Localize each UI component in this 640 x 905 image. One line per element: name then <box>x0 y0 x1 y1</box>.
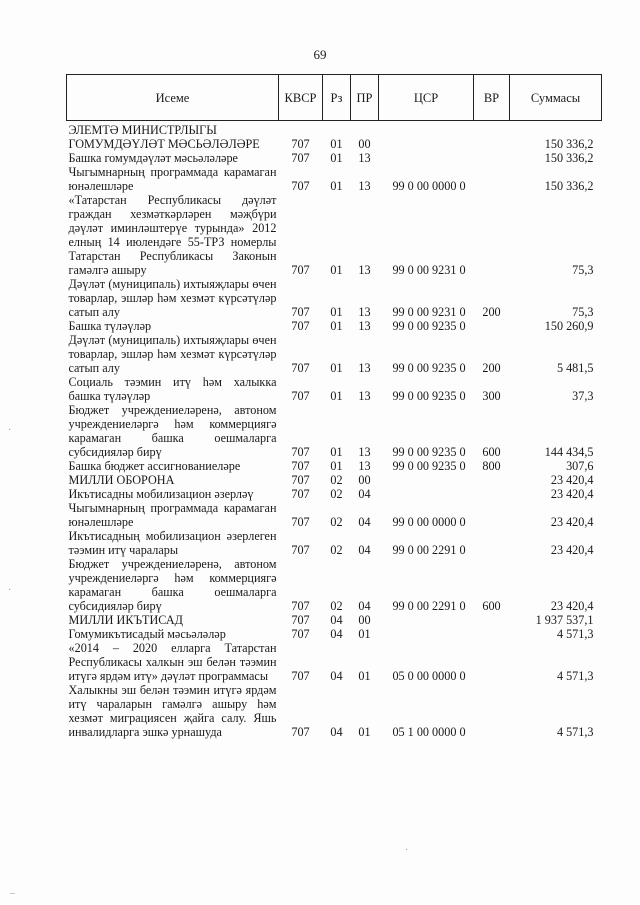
cell-rz: 02 <box>330 599 343 613</box>
table-row <box>67 683 602 739</box>
cell-pr: 00 <box>358 137 371 151</box>
cell-name: ГОМУМДӘҮЛӘТ МӘСЬӘЛӘЛӘРЕ <box>68 137 260 151</box>
cell-name: Башка түләүләр <box>68 319 152 333</box>
cell-name: «2014 – 2020 елларга Татарстан Республикасы халкын эш белән тәэмин итүгә ярдәм итү» дәүләт программасы <box>68 641 277 683</box>
margin-mark-2: · <box>8 585 12 596</box>
header-name: Исеме <box>67 75 279 121</box>
cell-pr: 13 <box>358 305 371 319</box>
cell-vr <box>474 137 510 151</box>
table-row <box>67 501 602 529</box>
cell-rz: 01 <box>330 179 343 193</box>
cell-vr <box>474 193 510 277</box>
cell-kvsr: 707 <box>291 179 310 193</box>
cell-name: Башка гомумдәүләт мәсьәләләре <box>68 151 238 165</box>
cell-sum: 150 336,2 <box>544 137 594 151</box>
table-row <box>67 151 602 165</box>
cell-sum: 23 420,4 <box>550 543 594 557</box>
cell-sum: 1 937 537,1 <box>535 613 594 627</box>
cell-kvsr: 707 <box>291 361 310 375</box>
cell-pr: 01 <box>358 725 371 739</box>
cell-rz: 01 <box>330 361 343 375</box>
cell-sum: 23 420,4 <box>550 473 594 487</box>
cell-name: «Татарстан Республикасы дәүләт граждан хезмәткәрләрен мәҗбүри дәүләт иминләштерүе турында» 2012 елның 14 июлендәге 55-ТРЗ номерлы Татарстан Республикасы Законын гамәлгә ашыру <box>68 193 277 277</box>
cell-name: Гомумикътисадый мәсьәләләр <box>68 627 226 641</box>
cell-vr <box>474 165 510 193</box>
cell-sum: 307,6 <box>566 459 594 473</box>
table-row <box>67 333 602 375</box>
cell-kvsr: 707 <box>291 389 310 403</box>
cell-name: Чыгымнарның программада карамаган юнәлешләре <box>68 165 277 193</box>
cell-kvsr: 707 <box>291 473 310 487</box>
cell-sum: 4 571,3 <box>556 669 594 683</box>
cell-kvsr <box>279 121 323 138</box>
cell-name: ЭЛЕМТӘ МИНИСТРЛЫГЫ <box>68 123 217 137</box>
table-row <box>67 193 602 277</box>
cell-csr <box>379 613 474 627</box>
cell-name: МИЛЛИ ИКЪТИСАД <box>68 613 183 627</box>
table-row <box>67 137 602 151</box>
cell-csr <box>379 473 474 487</box>
header-pr: ПР <box>351 75 379 121</box>
cell-vr: 600 <box>482 599 501 613</box>
cell-name: МИЛЛИ ОБОРОНА <box>68 473 175 487</box>
cell-name: Икътисадны мобилизацион әзерләү <box>68 487 254 501</box>
table-row <box>67 487 602 501</box>
cell-name: Чыгымнарның программада карамаган юнәлешләре <box>68 501 277 529</box>
cell-csr: 05 1 00 0000 0 <box>392 725 466 739</box>
cell-sum: 37,3 <box>572 389 594 403</box>
cell-name: Дәүләт (муниципаль) ихтыяҗлары өчен товарлар, эшләр һәм хезмәт күрсәтүләр сатып алу <box>68 277 277 319</box>
cell-vr <box>474 627 510 641</box>
cell-vr: 200 <box>482 361 501 375</box>
cell-sum: 23 420,4 <box>550 599 594 613</box>
cell-sum: 150 336,2 <box>544 179 594 193</box>
cell-rz: 01 <box>330 389 343 403</box>
cell-pr: 04 <box>358 515 371 529</box>
cell-vr: 600 <box>482 445 501 459</box>
cell-csr <box>379 487 474 501</box>
cell-kvsr: 707 <box>291 445 310 459</box>
cell-rz: 01 <box>330 137 343 151</box>
cell-csr <box>379 627 474 641</box>
table-row <box>67 277 602 319</box>
cell-name: Социаль тәэмин итү һәм халыкка башка түләүләр <box>68 375 277 403</box>
cell-rz: 01 <box>330 445 343 459</box>
cell-kvsr: 707 <box>291 151 310 165</box>
table-row <box>67 613 602 627</box>
cell-kvsr: 707 <box>291 627 310 641</box>
table-row <box>67 403 602 459</box>
cell-kvsr: 707 <box>291 725 310 739</box>
cell-pr: 00 <box>358 613 371 627</box>
cell-rz: 04 <box>330 627 343 641</box>
cell-pr: 13 <box>358 151 371 165</box>
table-row <box>67 319 602 333</box>
header-row <box>67 75 602 121</box>
cell-sum: 150 336,2 <box>544 151 594 165</box>
cell-vr: 300 <box>482 389 501 403</box>
cell-kvsr: 707 <box>291 613 310 627</box>
table-row <box>67 121 602 138</box>
cell-pr: 04 <box>358 543 371 557</box>
cell-pr: 13 <box>358 445 371 459</box>
cell-rz: 01 <box>330 151 343 165</box>
cell-name: Бюджет учреждениеләренә, автоном учреждениеләргә һәм коммерциягә карамаган башка оешмаларга субсидияләр бирү <box>68 403 277 459</box>
cell-vr <box>474 529 510 557</box>
cell-pr: 04 <box>358 487 371 501</box>
cell-csr: 99 0 00 2291 0 <box>392 599 466 613</box>
cell-rz: 01 <box>330 459 343 473</box>
cell-sum: 4 571,3 <box>556 725 594 739</box>
table-row <box>67 375 602 403</box>
cell-csr: 99 0 00 2291 0 <box>392 543 466 557</box>
table-row <box>67 529 602 557</box>
cell-csr: 99 0 00 9231 0 <box>392 263 466 277</box>
cell-sum: 4 571,3 <box>556 627 594 641</box>
margin-mark-3: · <box>405 845 409 856</box>
cell-vr: 800 <box>482 459 501 473</box>
table-row <box>67 165 602 193</box>
cell-name: Халыкны эш белән тәэмин итүгә ярдәм итү чараларын гамәлгә ашыру һәм хезмәт миграциясен җайга салу. Яшь инвалидларга эшкә урнашуда <box>68 683 277 739</box>
table-row <box>67 459 602 473</box>
cell-vr <box>474 487 510 501</box>
cell-csr <box>379 151 474 165</box>
header-kvsr: КВСР <box>279 75 323 121</box>
cell-csr: 99 0 00 9235 0 <box>392 459 466 473</box>
cell-csr: 05 0 00 0000 0 <box>392 669 466 683</box>
cell-pr: 13 <box>358 389 371 403</box>
cell-sum: 23 420,4 <box>550 515 594 529</box>
cell-vr <box>474 151 510 165</box>
cell-kvsr: 707 <box>291 599 310 613</box>
cell-rz: 02 <box>330 515 343 529</box>
cell-kvsr: 707 <box>291 319 310 333</box>
cell-rz: 02 <box>330 543 343 557</box>
cell-kvsr: 707 <box>291 305 310 319</box>
cell-pr: 13 <box>358 179 371 193</box>
cell-pr: 13 <box>358 361 371 375</box>
cell-pr <box>351 121 379 138</box>
cell-rz: 01 <box>330 305 343 319</box>
table-row <box>67 641 602 683</box>
cell-csr: 99 0 00 9235 0 <box>392 389 466 403</box>
cell-csr: 99 0 00 9235 0 <box>392 445 466 459</box>
cell-kvsr: 707 <box>291 263 310 277</box>
cell-csr: 99 0 00 0000 0 <box>392 179 466 193</box>
cell-vr <box>474 473 510 487</box>
cell-pr: 00 <box>358 473 371 487</box>
header-rz: Рз <box>323 75 351 121</box>
cell-sum: 75,3 <box>572 263 594 277</box>
cell-vr: 200 <box>482 305 501 319</box>
cell-rz: 04 <box>330 669 343 683</box>
header-sum: Суммасы <box>510 75 602 121</box>
cell-csr: 99 0 00 9235 0 <box>392 319 466 333</box>
cell-pr: 01 <box>358 627 371 641</box>
cell-kvsr: 707 <box>291 459 310 473</box>
cell-name: Бюджет учреждениеләренә, автоном учреждениеләргә һәм коммерциягә карамаган башка оешмаларга субсидияләр бирү <box>68 557 277 613</box>
cell-rz: 01 <box>330 319 343 333</box>
cell-rz <box>323 121 351 138</box>
cell-kvsr: 707 <box>291 137 310 151</box>
table-row <box>67 557 602 613</box>
cell-name: Икътисадның мобилизацион әзерлеген тәэмин итү чаралары <box>68 529 277 557</box>
cell-csr: 99 0 00 9231 0 <box>392 305 466 319</box>
cell-sum <box>510 121 602 138</box>
cell-sum: 23 420,4 <box>550 487 594 501</box>
cell-pr: 13 <box>358 263 371 277</box>
page-number: 69 <box>313 47 327 62</box>
cell-rz: 04 <box>330 613 343 627</box>
cell-pr: 13 <box>358 459 371 473</box>
cell-sum: 75,3 <box>572 305 594 319</box>
cell-pr: 01 <box>358 669 371 683</box>
cell-vr <box>474 683 510 739</box>
cell-pr: 13 <box>358 319 371 333</box>
cell-pr: 04 <box>358 599 371 613</box>
budget-table <box>66 74 602 739</box>
header-csr: ЦСР <box>379 75 474 121</box>
cell-sum: 150 260,9 <box>544 319 594 333</box>
cell-name: Башка бюджет ассигнованиеләре <box>68 459 241 473</box>
cell-sum: 144 434,5 <box>544 445 594 459</box>
cell-kvsr: 707 <box>291 669 310 683</box>
cell-rz: 02 <box>330 473 343 487</box>
cell-vr <box>474 319 510 333</box>
cell-rz: 01 <box>330 263 343 277</box>
cell-vr <box>474 613 510 627</box>
table-row <box>67 627 602 641</box>
margin-mark-1: · <box>8 425 12 436</box>
cell-csr <box>379 121 474 138</box>
header-vr: ВР <box>474 75 510 121</box>
cell-kvsr: 707 <box>291 487 310 501</box>
cell-rz: 04 <box>330 725 343 739</box>
cell-vr <box>474 641 510 683</box>
cell-sum: 5 481,5 <box>556 361 594 375</box>
cell-csr <box>379 137 474 151</box>
cell-vr <box>474 121 510 138</box>
cell-name: Дәүләт (муниципаль) ихтыяҗлары өчен товарлар, эшләр һәм хезмәт күрсәтүләр сатып алу <box>68 333 277 375</box>
cell-csr: 99 0 00 9235 0 <box>392 361 466 375</box>
cell-kvsr: 707 <box>291 515 310 529</box>
cell-csr: 99 0 00 0000 0 <box>392 515 466 529</box>
cell-rz: 02 <box>330 487 343 501</box>
table-row <box>67 473 602 487</box>
cell-kvsr: 707 <box>291 543 310 557</box>
cell-vr <box>474 501 510 529</box>
margin-mark-4: – <box>10 888 15 899</box>
